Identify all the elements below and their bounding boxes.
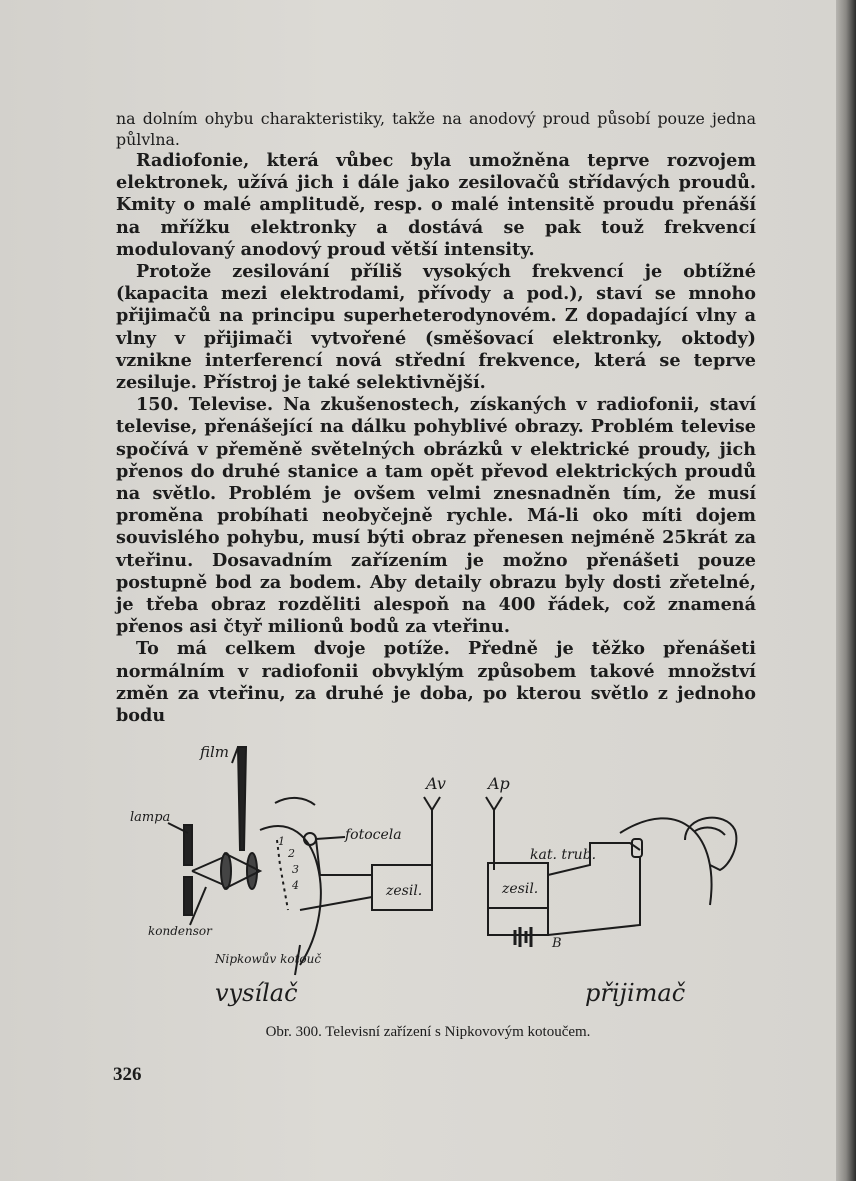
label-av: Av bbox=[426, 774, 446, 793]
label-b: B bbox=[552, 936, 562, 951]
label-nipkow: Nipkowův kotouč bbox=[215, 952, 322, 966]
viewer-hair bbox=[695, 828, 725, 835]
film-pointer bbox=[232, 747, 238, 763]
label-n2: 2 bbox=[288, 847, 295, 860]
label-n3: 3 bbox=[292, 863, 299, 876]
nipkow-holes bbox=[277, 840, 288, 910]
receiver-wiring bbox=[548, 857, 640, 935]
battery-wiring bbox=[488, 908, 548, 935]
label-n4: 4 bbox=[292, 879, 299, 892]
receive-antenna bbox=[486, 797, 502, 870]
section-heading: 150. Televise. bbox=[136, 394, 274, 416]
diagram-svg bbox=[120, 735, 760, 1025]
page-number: 326 bbox=[113, 1064, 142, 1085]
label-ap: Ap bbox=[488, 774, 510, 793]
objective-lens bbox=[247, 853, 257, 889]
label-lampa: lampa bbox=[130, 810, 171, 825]
label-zesil-transmit: zesil. bbox=[386, 883, 423, 899]
condenser-lens bbox=[221, 853, 231, 889]
light-cone bbox=[192, 857, 224, 885]
label-zesil-receive: zesil. bbox=[502, 881, 539, 897]
film-strip bbox=[238, 747, 246, 850]
label-kondensor: kondensor bbox=[148, 924, 212, 938]
paragraph-1: Radiofonie, která vůbec byla umožněna teprve rozvojem elektronek, užívá jich i dále jako zesilovačů střídavých proudů. Kmity o malé amplitudě, resp. o malé intensitě proudu přenáší na mřížku elektronky a dostává se pak touž frekvencí modulovaný anodový proud větší intensity. bbox=[116, 150, 756, 260]
lamp-bottom bbox=[184, 877, 192, 915]
paragraph-4: To má celkem dvoje potíže. Předně je těžko přenášeti normálním v radiofonii obvyklým způsobem takové množství změn za vteřinu, za druhé je doba, po kterou světlo z jednoho bodu bbox=[116, 638, 756, 727]
rotation-arrow bbox=[275, 798, 315, 805]
label-film: film bbox=[200, 743, 230, 761]
scanning-disc bbox=[620, 818, 712, 905]
photocell-pointer bbox=[316, 837, 345, 839]
battery-b bbox=[515, 927, 531, 947]
page-edge-shadow bbox=[836, 0, 856, 1181]
paragraph-2: Protože zesilování příliš vysokých frekvencí je obtížné (kapacita mezi elektrodami, přívody a pod.), staví se mnoho přijimačů na principu superheterodynovém. Z dopadající vlny a vlny v přijimači vytvořené (směšovací elektronky, oktody) vznikne interferencí nová střední frekvence, která se teprve zesiluje. Přístroj je také selektivnější. bbox=[116, 261, 756, 394]
body-text bbox=[116, 108, 756, 727]
label-kat-trub: kat. trub. bbox=[530, 847, 597, 863]
label-n1: 1 bbox=[278, 835, 285, 848]
figure-caption: Obr. 300. Televisní zařízení s Nipkovovým kotoučem. bbox=[265, 1024, 591, 1040]
label-vysilac: vysílač bbox=[215, 979, 298, 1007]
label-prijimac: přijimač bbox=[585, 979, 686, 1007]
paragraph-0: na dolním ohybu charakteristiky, takže na anodový proud působí pouze jedna půlvlna. bbox=[116, 109, 756, 149]
viewer-head bbox=[685, 818, 736, 870]
paragraph-3 bbox=[116, 394, 756, 638]
tv-diagram bbox=[120, 735, 760, 1025]
label-fotocela: fotocela bbox=[345, 827, 402, 843]
paragraph-3-text: Na zkušenostech, získaných v radiofonii, staví televise, přenášející na dálku pohyblivé obrazy. Problém televise spočívá v přeměně světelných obrázků v elektrické proudy, jich přenos do druhé stanice a tam opět převod elektrických proudů na světlo. Problém je ovšem velmi znesnadněn tím, že musí proměna probíhati neobyčejně rychle. Má-li oko míti dojem souvislého pohybu, musí býti obraz přenesen nejméně 25krát za vteřinu. Dosavadním zařízením je možno přenášeti pouze postupně bod za bodem. Aby detaily obrazu byly dosti zřetelné, je třeba obraz rozděliti alespoň na 400 řádek, což znamená přenos asi čtyř milionů bodů za vteřinu. bbox=[116, 394, 757, 638]
